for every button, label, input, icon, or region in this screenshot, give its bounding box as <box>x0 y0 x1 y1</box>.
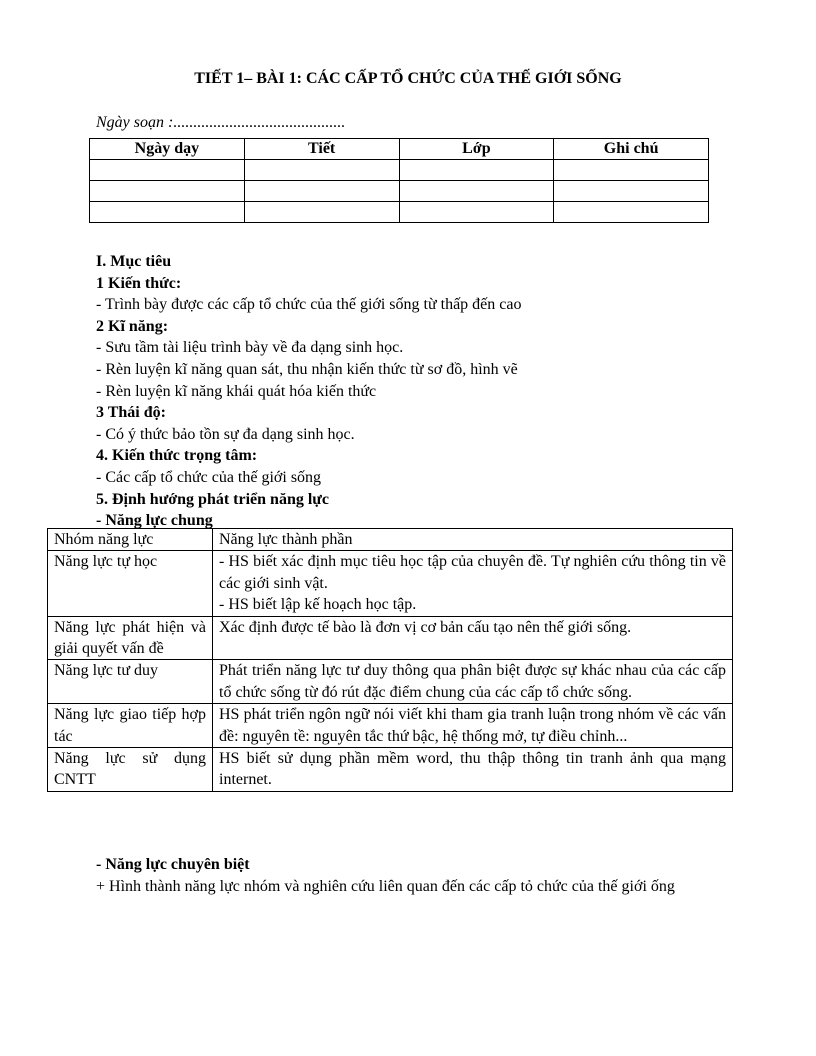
competency-table <box>47 528 733 792</box>
schedule-row <box>90 202 709 223</box>
specific-competency-section <box>96 854 728 897</box>
schedule-cell <box>554 181 709 202</box>
schedule-cell <box>554 202 709 223</box>
specific-competency-item: + Hình thành năng lực nhóm và nghiên cứu liên quan đến các cấp tỏ chức của thế giới ống <box>96 877 675 895</box>
focus-item: - Các cấp tổ chức của thế giới sống <box>96 468 322 486</box>
general-competency-heading: - Năng lực chung <box>96 512 213 530</box>
competency-details <box>213 551 733 616</box>
competency-group: Năng lực sử dụng CNTT <box>48 748 213 792</box>
focus-heading: 4. Kiến thức trọng tâm: <box>96 447 258 465</box>
knowledge-item: - Trình bày được các cấp tổ chức của thế giới sống từ thấp đến cao <box>96 296 522 314</box>
competency-row <box>48 616 733 660</box>
competency-group: Năng lực phát hiện và giải quyết vấn đề <box>48 616 213 660</box>
competency-details: Xác định được tế bào là đơn vị cơ bản cấu tạo nên thế giới sống. <box>213 616 733 660</box>
objectives-section <box>96 251 736 532</box>
schedule-cell <box>244 181 399 202</box>
competency-row <box>48 551 733 616</box>
attitude-heading: 3 Thái độ: <box>96 404 166 422</box>
schedule-cell <box>399 181 554 202</box>
orientation-heading: 5. Định hướng phát triển năng lực <box>96 490 329 508</box>
competency-header-group: Nhóm năng lực <box>48 529 213 551</box>
attitude-item: - Có ý thức bảo tồn sự đa dạng sinh học. <box>96 425 355 443</box>
schedule-cell <box>90 202 245 223</box>
knowledge-heading: 1 Kiến thức: <box>96 274 182 292</box>
competency-header-details: Năng lực thành phần <box>213 529 733 551</box>
schedule-table <box>89 138 709 223</box>
preparation-date-line: Ngày soạn :........................................... <box>96 114 346 131</box>
schedule-header-notes: Ghi chú <box>554 139 709 160</box>
schedule-row <box>90 160 709 181</box>
schedule-cell <box>399 160 554 181</box>
schedule-row <box>90 181 709 202</box>
schedule-cell <box>554 160 709 181</box>
competency-detail-line: - HS biết xác định mục tiêu học tập của chuyên đề. Tự nghiên cứu thông tin về các giới sinh vật. <box>219 553 726 592</box>
skills-item: - Rèn luyện kĩ năng khái quát hóa kiến thức <box>96 382 377 400</box>
competency-detail-line: - HS biết lập kế hoạch học tập. <box>219 596 417 614</box>
specific-competency-heading: - Năng lực chuyên biệt <box>96 856 250 873</box>
competency-row <box>48 748 733 792</box>
objectives-heading: I. Mục tiêu <box>96 253 172 270</box>
schedule-cell <box>90 160 245 181</box>
schedule-header-date: Ngày dạy <box>90 139 245 160</box>
competency-group: Năng lực tư duy <box>48 660 213 704</box>
schedule-cell <box>244 160 399 181</box>
schedule-header-period: Tiết <box>244 139 399 160</box>
page-title: TIẾT 1– BÀI 1: CÁC CẤP TỔ CHỨC CỦA THẾ GIỚI SỐNG <box>194 70 622 87</box>
schedule-header-class: Lớp <box>399 139 554 160</box>
competency-row <box>48 704 733 748</box>
schedule-cell <box>90 181 245 202</box>
skills-heading: 2 Kĩ năng: <box>96 317 169 335</box>
schedule-header-row <box>90 139 709 160</box>
competency-details: HS biết sử dụng phần mềm word, thu thập thông tin tranh ảnh qua mạng internet. <box>213 748 733 792</box>
skills-item: - Sưu tầm tài liệu trình bày về đa dạng sinh học. <box>96 339 404 357</box>
competency-row <box>48 660 733 704</box>
schedule-cell <box>244 202 399 223</box>
competency-details: Phát triển năng lực tư duy thông qua phân biệt được sự khác nhau của các cấp tổ chức sống từ đó rút đặc điểm chung của các cấp tổ chức sống. <box>213 660 733 704</box>
competency-group: Năng lực tự học <box>48 551 213 616</box>
competency-details: HS phát triển ngôn ngữ nói viết khi tham gia tranh luận trong nhóm về các vấn đề: nguyên tề: nguyên tắc thứ bậc, hệ thống mở, tự điều chỉnh... <box>213 704 733 748</box>
competency-header-row <box>48 529 733 551</box>
schedule-cell <box>399 202 554 223</box>
competency-group: Năng lực giao tiếp hợp tác <box>48 704 213 748</box>
skills-item: - Rèn luyện kĩ năng quan sát, thu nhận kiến thức từ sơ đồ, hình vẽ <box>96 360 518 378</box>
